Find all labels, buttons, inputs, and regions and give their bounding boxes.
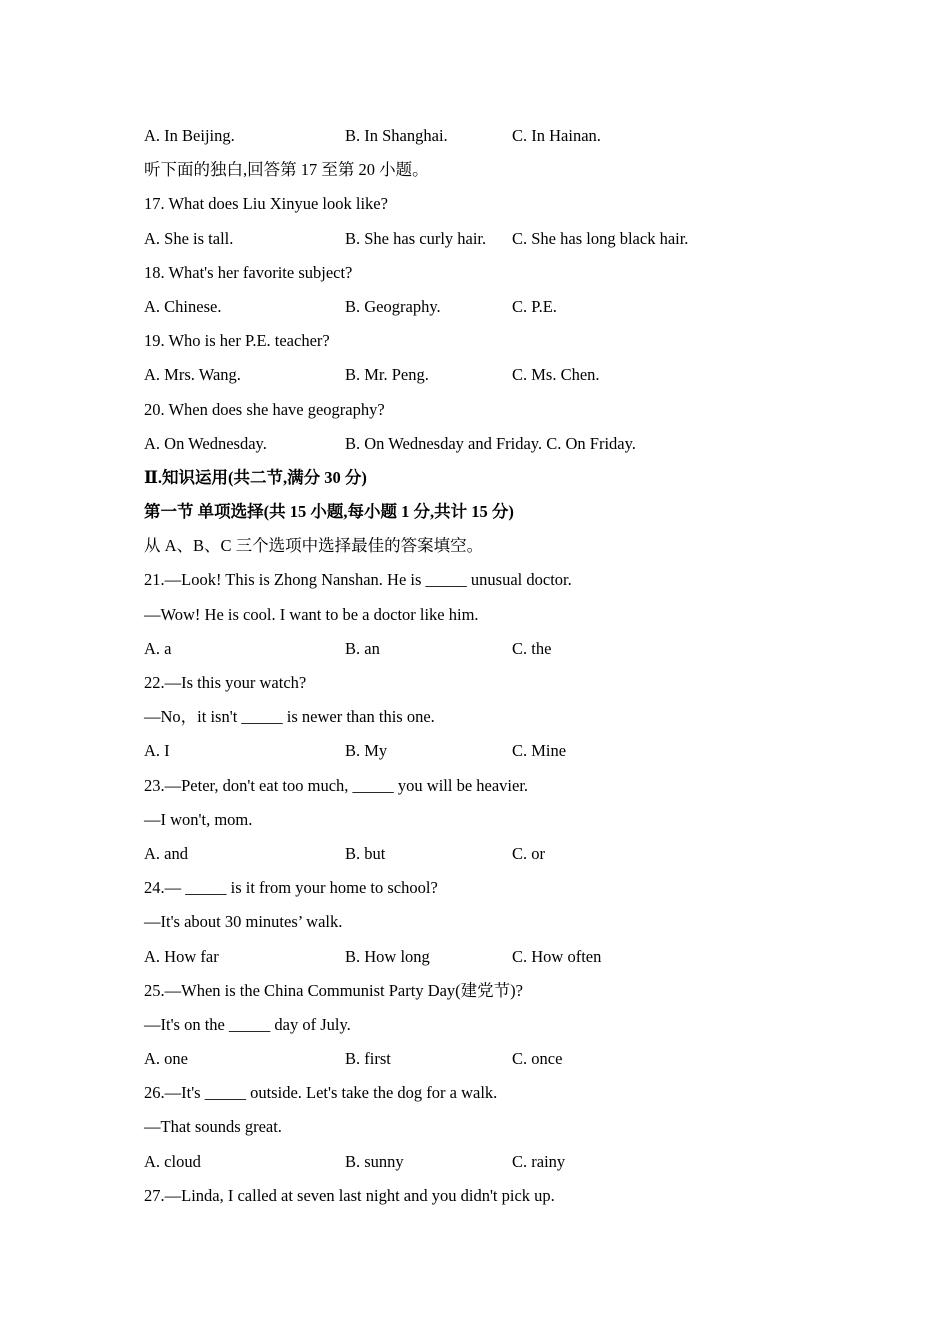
option-c: C. the: [512, 638, 552, 658]
question-text: 从 A、B、C 三个选项中选择最佳的答案填空。: [144, 536, 484, 556]
answer-options-row: [144, 734, 844, 768]
option-a: A. a: [144, 638, 172, 658]
option-c: C. In Hainan.: [512, 126, 601, 145]
option-b: B. On Wednesday and Friday. C. On Friday.: [345, 433, 636, 453]
answer-options-row: [144, 222, 844, 256]
question-text: —It's on the _____ day of July.: [144, 1014, 351, 1034]
question-text: 21.—Look! This is Zhong Nanshan. He is _____ unusual doctor.: [144, 570, 572, 590]
question-text: 26.—It's _____ outside. Let's take the dog for a walk.: [144, 1083, 498, 1103]
question-text: —That sounds great.: [144, 1117, 282, 1137]
question-text: 24.— _____ is it from your home to school?: [144, 878, 438, 898]
option-a: A. and: [144, 843, 188, 863]
option-b: B. first: [345, 1049, 391, 1069]
option-a: A. On Wednesday.: [144, 433, 267, 453]
question-text: —I won't, mom.: [144, 809, 253, 829]
question-text: 23.—Peter, don't eat too much, _____ you will be heavier.: [144, 775, 529, 795]
option-a: A. How far: [144, 946, 219, 966]
exam-page: [144, 119, 844, 1213]
question-text: 听下面的独白,回答第 17 至第 20 小题。: [144, 160, 429, 180]
option-c: C. How often: [512, 946, 602, 966]
answer-options-row: [144, 837, 844, 871]
answer-options-row: [144, 940, 844, 974]
question-text: —It's about 30 minutes’ walk.: [144, 912, 343, 932]
option-a: A. one: [144, 1049, 188, 1069]
question-text: —No，it isn't _____ is newer than this one.: [144, 707, 435, 727]
option-a: A. I: [144, 741, 170, 761]
answer-options-row: [144, 427, 844, 461]
option-b: B. sunny: [345, 1151, 404, 1171]
option-b: B. Mr. Peng.: [345, 365, 429, 385]
question-text: 27.—Linda, I called at seven last night and you didn't pick up.: [144, 1185, 555, 1205]
option-c: C. once: [512, 1049, 563, 1069]
option-a: A. She is tall.: [144, 228, 234, 248]
option-b: B. Geography.: [345, 296, 441, 316]
option-c: C. She has long black hair.: [512, 228, 689, 248]
answer-options-row: [144, 1042, 844, 1076]
question-text: —Wow! He is cool. I want to be a doctor like him.: [144, 604, 479, 624]
question-text: 22.—Is this your watch?: [144, 673, 307, 692]
question-text: 18. What's her favorite subject?: [144, 262, 353, 282]
answer-options-row: [144, 358, 844, 392]
question-text: 20. When does she have geography?: [144, 399, 385, 419]
option-b: B. How long: [345, 946, 430, 966]
option-b: B. My: [345, 741, 388, 761]
option-c: C. rainy: [512, 1151, 566, 1171]
answer-options-row: [144, 632, 844, 666]
option-b: B. but: [345, 843, 386, 863]
option-c: C. Ms. Chen.: [512, 365, 600, 385]
section-heading: Ⅱ.知识运用(共二节,满分 30 分): [144, 467, 367, 487]
option-a: A. In Beijing.: [144, 126, 235, 145]
option-b: B. an: [345, 638, 380, 658]
option-a: A. Mrs. Wang.: [144, 365, 241, 385]
option-c: C. P.E.: [512, 296, 557, 316]
option-c: C. or: [512, 843, 545, 863]
question-text: 25.—When is the China Communist Party Day(建党节)?: [144, 980, 523, 1000]
answer-options-row: [144, 1145, 844, 1179]
question-text: 17. What does Liu Xinyue look like?: [144, 194, 388, 214]
question-text: 19. Who is her P.E. teacher?: [144, 331, 330, 351]
option-c: C. Mine: [512, 741, 567, 761]
option-b: B. She has curly hair.: [345, 228, 487, 248]
answer-options-row: [144, 119, 844, 153]
option-b: B. In Shanghai.: [345, 126, 448, 145]
option-a: A. cloud: [144, 1151, 201, 1171]
section-heading: 第一节 单项选择(共 15 小题,每小题 1 分,共计 15 分): [144, 502, 514, 522]
answer-options-row: [144, 290, 844, 324]
option-a: A. Chinese.: [144, 296, 222, 316]
